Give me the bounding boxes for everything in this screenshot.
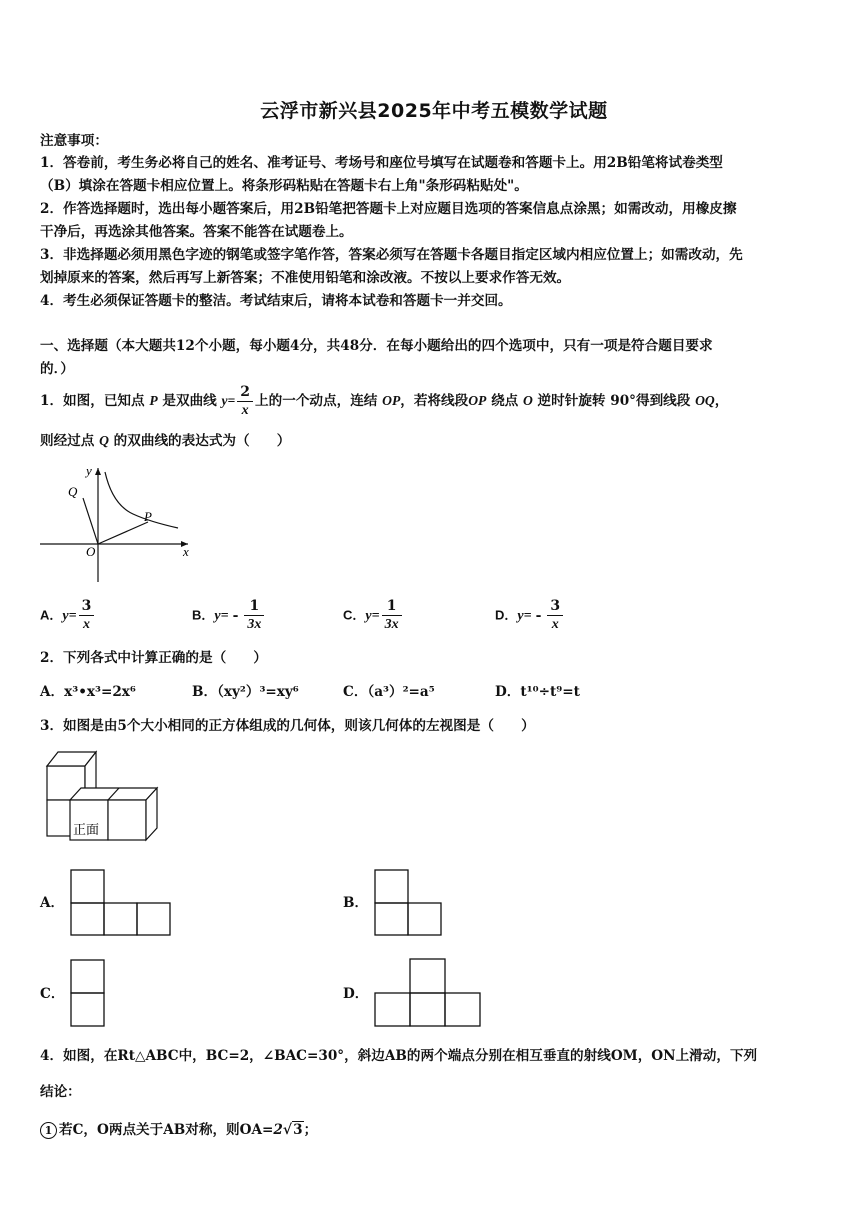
q3-cube-solid-figure xyxy=(42,748,162,852)
q1-option-d[interactable]: D．y= - $\frac{3}{x}$ xyxy=(495,598,565,633)
q3-stem: 3．如图是由5个大小相同的正方体组成的几何体，则该几何体的左视图是（ ） xyxy=(40,718,535,734)
section-heading-line-1: 一、选择题（本大题共12个小题，每小题4分，共48分．在每小题给出的四个选项中，只有一项是符合题目要求 xyxy=(40,338,713,354)
q2-option-a[interactable]: A．x³•x³=2x⁶ xyxy=(40,684,136,700)
q2-option-c[interactable]: C．（a³）²=a⁵ xyxy=(343,684,435,700)
q4-conclusion-1: 1 若C，O两点关于AB对称，则OA=2√3； xyxy=(40,1120,317,1140)
q2-option-d[interactable]: D．t¹⁰÷t⁹=t xyxy=(495,684,580,700)
q4-stem-line-2: 结论： xyxy=(40,1084,81,1100)
q3-option-c-figure[interactable] xyxy=(70,958,110,1030)
point-P-label: P xyxy=(144,509,152,524)
q3-option-b-label[interactable]: B． xyxy=(343,895,369,911)
front-label: 正面 xyxy=(73,823,100,838)
notice-line-3: 2．作答选择题时，选出每小题答案后，用2B铅笔把答题卡上对应题目选项的答案信息点涂黑；如需改动，用橡皮擦 xyxy=(40,201,737,217)
segment-OQ xyxy=(83,498,98,544)
notice-line-5: 3．非选择题必须用黑色字迹的钢笔或签字笔作答，答案必须写在答题卡各题目指定区域内相应位置上；如需改动，先 xyxy=(40,247,743,263)
point-Q-label: Q xyxy=(68,484,78,499)
q2-option-b[interactable]: B．（xy²）³=xy⁶ xyxy=(192,684,299,700)
q1-option-c[interactable]: C．y= $\frac{1}{3x}$ xyxy=(343,598,404,633)
segment-OP xyxy=(98,522,148,544)
notice-line-1: 1．答卷前，考生务必将自己的姓名、准考证号、考场号和座位号填写在试题卷和答题卡上。用2B铅笔将试卷类型 xyxy=(40,155,723,171)
page-title: 云浮市新兴县2025年中考五模数学试题 xyxy=(260,100,608,122)
origin-label: O xyxy=(86,544,96,559)
q1-stem-line-2: 则经过点 Q 的双曲线的表达式为（ ） xyxy=(40,433,291,449)
y-axis-arrow xyxy=(95,468,101,475)
q3-option-d-figure[interactable] xyxy=(374,957,482,1029)
notice-line-6: 划掉原来的答案，然后再写上新答案；不准使用铅笔和涂改液。不按以上要求作答无效。 xyxy=(40,270,571,286)
q3-option-a-figure[interactable] xyxy=(70,868,174,938)
q1-hyperbola-figure xyxy=(38,458,198,586)
section-heading-line-2: 的．） xyxy=(40,361,74,377)
q3-option-a-label[interactable]: A． xyxy=(40,895,65,911)
q2-stem: 2．下列各式中计算正确的是（ ） xyxy=(40,650,267,666)
circled-number: 1 xyxy=(40,1122,57,1139)
notice-line-2: （B）填涂在答题卡相应位置上。将条形码粘贴在答题卡右上角"条形码粘贴处"。 xyxy=(40,178,528,194)
q3-option-c-label[interactable]: C． xyxy=(40,986,65,1002)
q1-option-b[interactable]: B．y= - $\frac{1}{3x}$ xyxy=(192,598,266,633)
q1-stem-line-1: 1．如图，已知点 P 是双曲线 y= $\frac{2}{x}$ 上的一个动点，连结 OP，若将线段OP 绕点 O 逆时针旋转 90°得到线段 OQ， xyxy=(40,384,729,418)
q1-fraction: $\frac{2}{x}$ xyxy=(237,384,253,419)
notice-heading: 注意事项： xyxy=(40,133,108,149)
q3-option-b-figure[interactable] xyxy=(374,868,446,938)
q3-option-d-label[interactable]: D． xyxy=(343,986,369,1002)
notice-line-7: 4．考生必须保证答题卡的整洁。考试结束后，请将本试卷和答题卡一并交回。 xyxy=(40,293,512,309)
y-axis-label: y xyxy=(86,463,92,478)
notice-line-4: 干净后，再选涂其他答案。答案不能答在试题卷上。 xyxy=(40,224,353,240)
hyperbola-curve xyxy=(105,472,178,528)
q4-stem-line-1: 4．如图，在Rt△ABC中，BC=2，∠BAC=30°，斜边AB的两个端点分别在相互垂直的射线OM，ON上滑动，下列 xyxy=(40,1048,758,1064)
q1-option-a[interactable]: A．y= $\frac{3}{x}$ xyxy=(40,598,96,633)
x-axis-label: x xyxy=(183,544,189,559)
